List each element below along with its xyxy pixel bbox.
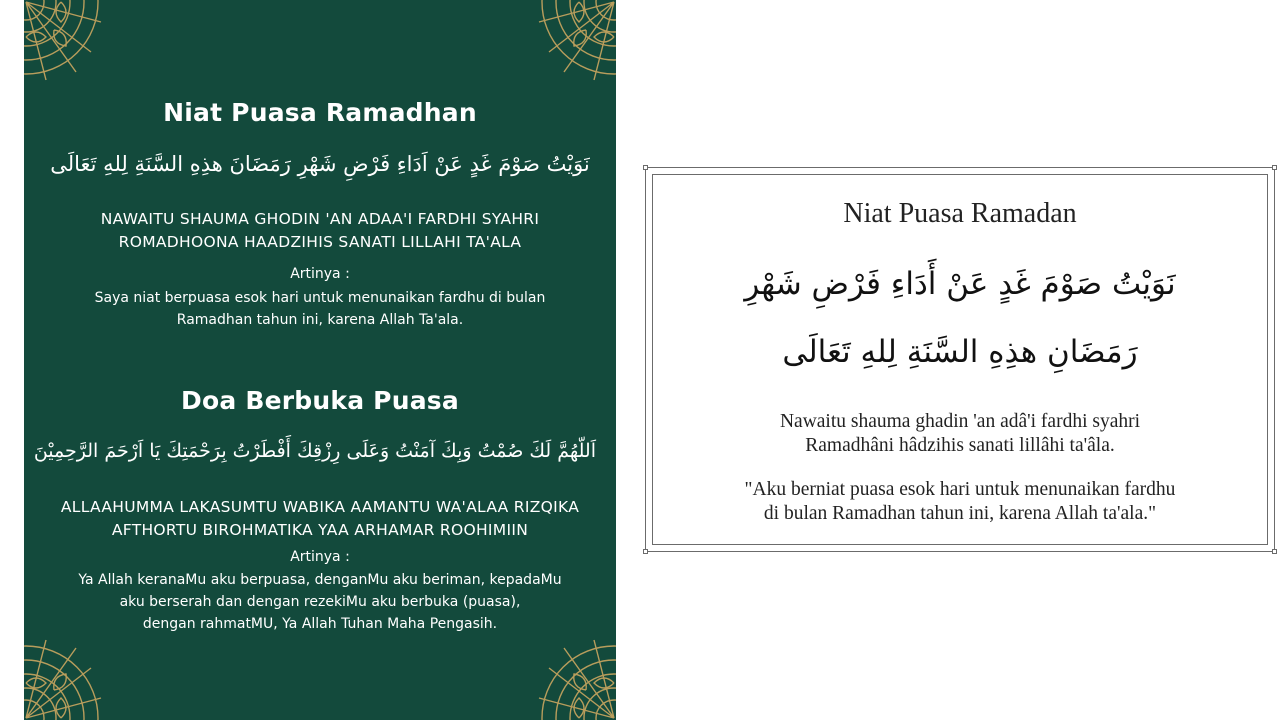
doa-translation-line-3: dengan rahmatMU, Ya Allah Tuhan Maha Pengasih. <box>142 616 498 632</box>
niat-latin-transliteration <box>34 208 606 254</box>
niat-arabic-text: نَوَيْتُ صَوْمَ غَدٍ عَنْ اَدَاءِ فَرْضِ شَهْرِ رَمَضَانَ هذِهِ السَّنَةِ لِلهِ تَعَالَى <box>50 152 590 176</box>
corner-ornament-top-left <box>24 0 126 102</box>
framed-arabic-line-2: رَمَضَانِ هذِهِ السَّنَةِ لِلهِ تَعَالَى <box>782 334 1138 370</box>
doa-translation-line-2: aku berserah dan dengan rezekiMu aku berbuka (puasa), <box>119 594 521 610</box>
niat-latin-line-2: ROMADHOONA HAADZIHIS SANATI LILLAHI TA'ALA <box>118 233 522 251</box>
doa-artinya-label: Artinya : <box>290 549 350 565</box>
doa-title: Doa Berbuka Puasa <box>181 386 459 415</box>
niat-translation-line-2: Ramadhan tahun ini, karena Allah Ta'ala. <box>176 312 464 328</box>
corner-ornament-top-right <box>514 0 616 102</box>
frame-corner-ornament <box>1272 549 1277 554</box>
framed-translation <box>646 478 1274 526</box>
doa-latin-line-1: ALLAAHUMMA LAKASUMTU WABIKA AAMANTU WA'ALAA RIZQIKA <box>60 498 580 516</box>
doa-translation-line-1: Ya Allah keranaMu aku berpuasa, denganMu aku beriman, kepadaMu <box>78 572 562 588</box>
framed-latin-line-1: Nawaitu shauma ghadin 'an adâ'i fardhi syahri <box>779 411 1141 432</box>
niat-latin-line-1: NAWAITU SHAUMA GHODIN 'AN ADAA'I FARDHI SYAHRI <box>100 210 540 228</box>
frame-corner-ornament <box>643 549 648 554</box>
frame-corner-ornament <box>1272 165 1277 170</box>
niat-translation <box>44 287 596 331</box>
niat-translation-line-1: Saya niat berpuasa esok hari untuk menunaikan fardhu di bulan <box>94 290 546 306</box>
niat-artinya-label: Artinya : <box>290 266 350 282</box>
framed-arabic-line-1: نَوَيْتُ صَوْمَ غَدٍ عَنْ أَدَاءِ فَرْضِ شَهْرِ <box>744 266 1176 302</box>
framed-latin-transliteration <box>646 410 1274 458</box>
niat-title: Niat Puasa Ramadhan <box>163 98 477 127</box>
niat-doa-green-card <box>24 0 616 720</box>
framed-translation-line-2: di bulan Ramadhan tahun ini, karena Allah ta'ala." <box>763 503 1157 524</box>
doa-latin-line-2: AFTHORTU BIROHMATIKA YAA ARHAMAR ROOHIMIIN <box>111 521 529 539</box>
niat-framed-card <box>645 167 1275 552</box>
doa-latin-transliteration <box>34 496 606 542</box>
doa-translation <box>44 569 596 635</box>
doa-arabic-text: اَللّهُمَّ لَكَ صُمْتُ وَبِكَ آمَنْتُ وَعَلَى رِزْقِكَ أَفْطَرْتُ بِرَحْمَتِكَ يَا اَرْحَمَ الرَّحِمِيْنَ <box>33 440 596 462</box>
framed-translation-line-1: "Aku berniat puasa esok hari untuk menunaikan fardhu <box>744 479 1176 500</box>
frame-corner-ornament <box>643 165 648 170</box>
framed-card-title: Niat Puasa Ramadan <box>843 198 1077 229</box>
framed-latin-line-2: Ramadhâni hâdzihis sanati lillâhi ta'âla. <box>805 435 1115 456</box>
